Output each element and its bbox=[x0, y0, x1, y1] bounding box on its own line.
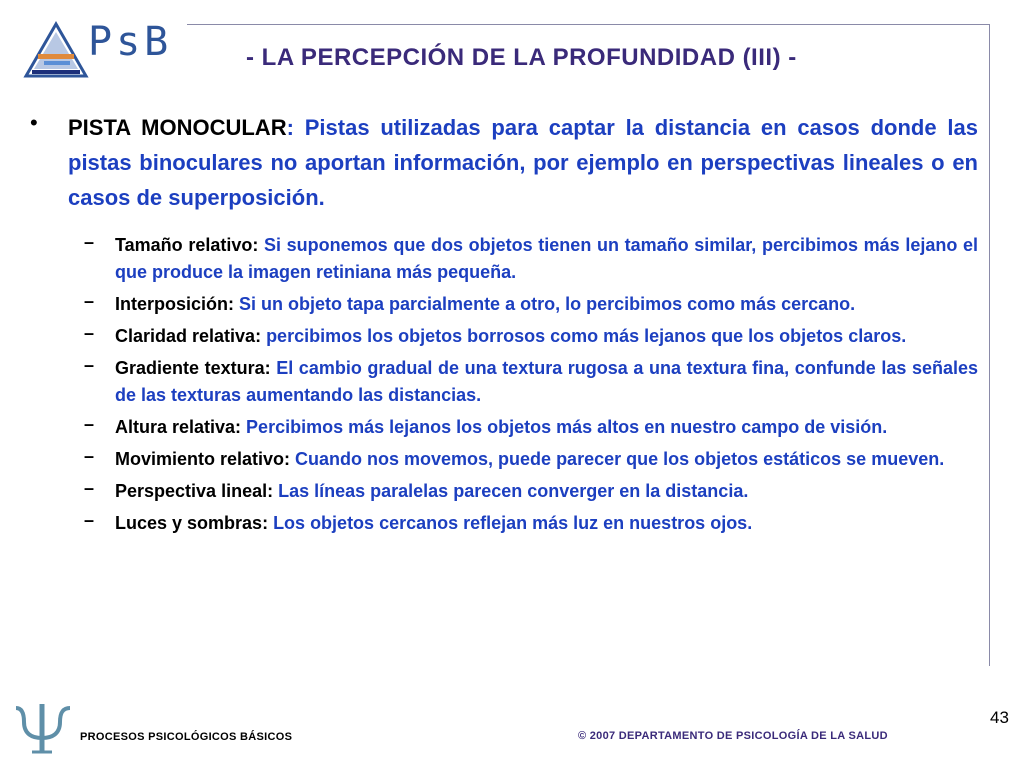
item-text: Si un objeto tapa parcialmente a otro, lo percibimos como más cercano. bbox=[239, 294, 856, 314]
bullet-dot: • bbox=[30, 110, 38, 135]
footer-course: PROCESOS PSICOLÓGICOS BÁSICOS bbox=[80, 731, 293, 743]
page-number: 43 bbox=[990, 708, 1009, 727]
item-term: Altura relativa: bbox=[115, 417, 247, 437]
list-item bbox=[84, 510, 978, 537]
dash-marker: – bbox=[84, 323, 95, 343]
item-term: Movimiento relativo: bbox=[115, 449, 296, 469]
item-text: El cambio gradual de una textura rugosa a una textura fina, confunde las señales de las texturas aumentando las distancias. bbox=[115, 358, 979, 405]
psi-logo-icon bbox=[12, 700, 76, 756]
dash-marker: – bbox=[84, 355, 95, 375]
item-text: Cuando nos movemos, puede parecer que los objetos estáticos se mueven. bbox=[295, 449, 945, 469]
list-item bbox=[84, 355, 978, 409]
item-term: Interposición: bbox=[115, 294, 240, 314]
item-term: Perspectiva lineal: bbox=[115, 481, 279, 501]
item-text: Si suponemos que dos objetos tienen un tamaño similar, percibimos más lejano el que produce la imagen retiniana más pequeña. bbox=[115, 235, 979, 282]
sub-bullet-list bbox=[84, 232, 978, 542]
list-item bbox=[84, 478, 978, 505]
list-item bbox=[84, 232, 978, 286]
dash-marker: – bbox=[84, 510, 95, 530]
list-item bbox=[84, 414, 978, 441]
slide-title: - LA PERCEPCIÓN DE LA PROFUNDIDAD (III) - bbox=[246, 44, 797, 71]
list-item bbox=[84, 291, 978, 318]
item-term: Claridad relativa: bbox=[115, 326, 267, 346]
item-text: percibimos los objetos borrosos como más lejanos que los objetos claros. bbox=[266, 326, 907, 346]
item-term: Tamaño relativo: bbox=[115, 235, 265, 255]
dash-marker: – bbox=[84, 232, 95, 252]
dash-marker: – bbox=[84, 446, 95, 466]
main-bullet-body: : Pistas utilizadas para captar la distancia en casos donde las pistas binoculares no aportan información, por ejemplo en perspectivas lineales o en casos de superposición. bbox=[68, 115, 978, 210]
item-text: Percibimos más lejanos los objetos más altos en nuestro campo de visión. bbox=[246, 417, 888, 437]
dash-marker: – bbox=[84, 414, 95, 434]
main-bullet bbox=[30, 110, 978, 215]
main-bullet-text bbox=[68, 110, 978, 215]
item-text: Las líneas paralelas parecen converger en la distancia. bbox=[278, 481, 749, 501]
list-item bbox=[84, 323, 978, 350]
item-term: Luces y sombras: bbox=[115, 513, 274, 533]
footer-copyright: © 2007 DEPARTAMENTO DE PSICOLOGÍA DE LA SALUD bbox=[578, 730, 888, 742]
frame-right-line bbox=[989, 24, 990, 666]
logo-text: PsB bbox=[88, 19, 173, 65]
dash-marker: – bbox=[84, 478, 95, 498]
dash-marker: – bbox=[84, 291, 95, 311]
item-text: Los objetos cercanos reflejan más luz en nuestros ojos. bbox=[273, 513, 753, 533]
list-item bbox=[84, 446, 978, 473]
main-bullet-label: PISTA MONOCULAR bbox=[68, 115, 287, 140]
item-term: Gradiente textura: bbox=[115, 358, 277, 378]
frame-top-line bbox=[187, 24, 990, 25]
